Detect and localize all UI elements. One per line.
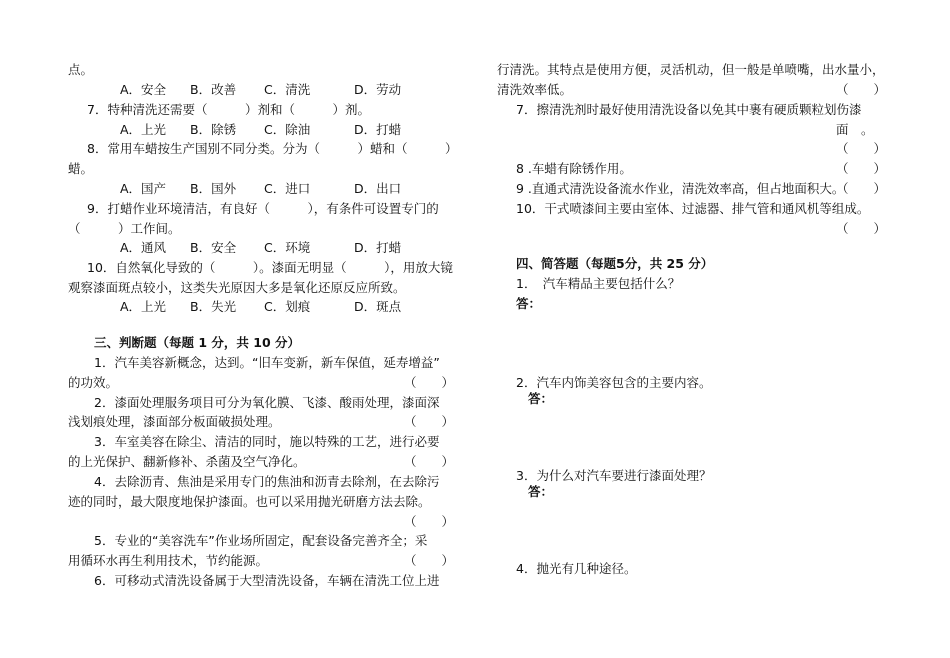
q6-option-b: B．改善: [190, 82, 237, 97]
q6-continuation: 点。: [68, 62, 94, 77]
judge-7-line2: 面 。: [836, 122, 874, 137]
answer-label-1: 答：: [516, 296, 542, 311]
judge-8-answer-blank: （ ）: [836, 161, 887, 176]
question-7: 7．特种清洗还需要（ ）剂和（ ）剂。: [87, 102, 370, 117]
section-4-title: 四、简答题（每题5分，共 25 分）: [516, 256, 714, 271]
judge-9: 9 .直通式清洗设备流水作业，清洗效率高，但占地面积大。: [516, 181, 845, 196]
short-answer-1: 1． 汽车精品主要包括什么？: [516, 276, 681, 291]
short-answer-2: 2．汽车内饰美容包含的主要内容。: [516, 375, 712, 390]
q8-option-d: D．出口: [354, 181, 402, 196]
q10-option-a: A．上光: [120, 299, 167, 314]
judge-3-line2: 的上光保护、翻新修补、杀菌及空气净化。: [68, 454, 306, 469]
q6-option-c: C．清洗: [264, 82, 311, 97]
q9-option-a: A．通风: [120, 240, 167, 255]
q9-option-b: B．安全: [190, 240, 237, 255]
judge-4-line1: 4．去除沥青、焦油是采用专门的焦油和沥青去除剂，在去除污: [94, 474, 440, 489]
judge-7-line1: 7．擦清洗剂时最好使用清洗设备以免其中裹有硬质颗粒划伤漆: [516, 102, 862, 117]
short-answer-4: 4．抛光有几种途径。: [516, 561, 637, 576]
judge-1-answer-blank: （ ）: [404, 375, 455, 390]
question-9-line1: 9．打蜡作业环境清洁，有良好（ ），有条件可设置专门的: [87, 201, 439, 216]
judge-9-answer-blank: （ ）: [836, 181, 887, 196]
judge-6-line1: 6．可移动式清洗设备属于大型清洗设备，车辆在清洗工位上进: [94, 573, 440, 588]
judge-5-answer-blank: （ ）: [404, 553, 455, 568]
judge-3-answer-blank: （ ）: [404, 454, 455, 469]
question-9-line2: （ ）工作间。: [68, 221, 181, 236]
judge-1-line2: 的功效。: [68, 375, 119, 390]
q10-option-c: C．划痕: [264, 299, 311, 314]
answer-label-3: 答：: [528, 484, 554, 499]
q8-option-c: C．进口: [264, 181, 311, 196]
judge-3-line1: 3．车室美容在除尘、清洁的同时，施以特殊的工艺，进行必要: [94, 434, 440, 449]
judge-2-answer-blank: （ ）: [404, 414, 455, 429]
judge-7-answer-blank: （ ）: [836, 141, 887, 156]
q8-option-b: B．国外: [190, 181, 237, 196]
q7-option-d: D．打蜡: [354, 122, 402, 137]
q8-option-a: A．国产: [120, 181, 167, 196]
q9-option-c: C．环境: [264, 240, 311, 255]
judge-4-line2: 迹的同时，最大限度地保护漆面。也可以采用抛光研磨方法去除。: [68, 494, 431, 509]
q6-option-d: D．劳动: [354, 82, 402, 97]
judge-1-line1: 1．汽车美容新概念，达到。“旧车变新，新车保值，延寿增益”: [94, 355, 440, 370]
judge-4-answer-blank: （ ）: [404, 514, 455, 529]
answer-label-2: 答：: [528, 391, 554, 406]
q9-option-d: D．打蜡: [354, 240, 402, 255]
q7-option-b: B．除锈: [190, 122, 237, 137]
q10-option-b: B．失光: [190, 299, 237, 314]
judge-6-line3: 清洗效率低。: [497, 82, 573, 97]
judge-10-answer-blank: （ ）: [836, 221, 887, 236]
judge-2-line1: 2．漆面处理服务项目可分为氧化膜、飞漆、酸雨处理，漆面深: [94, 395, 440, 410]
judge-5-line2: 用循环水再生利用技术，节约能源。: [68, 553, 269, 568]
judge-10: 10．干式喷漆间主要由室体、过滤器、排气管和通风机等组成。: [516, 201, 870, 216]
question-8-line2: 蜡。: [68, 161, 94, 176]
q7-option-c: C．除油: [264, 122, 311, 137]
question-10-line2: 观察漆面斑点较小，这类失光原因大多是氧化还原反应所致。: [68, 280, 406, 295]
q10-option-d: D．斑点: [354, 299, 402, 314]
judge-2-line2: 浅划痕处理，漆面部分板面破损处理。: [68, 414, 281, 429]
short-answer-3: 3．为什么对汽车要进行漆面处理？: [516, 468, 712, 483]
judge-6-answer-blank: （ ）: [836, 82, 887, 97]
judge-8: 8 .车蜡有除锈作用。: [516, 161, 632, 176]
judge-6-line2: 行清洗。其特点是使用方便，灵活机动，但一般是单喷嘴，出水量小，: [497, 62, 885, 77]
question-8-line1: 8．常用车蜡按生产国别不同分类。分为（ ）蜡和（ ）: [87, 141, 458, 156]
section-3-title: 三、判断题（每题 1 分，共 10 分）: [94, 335, 301, 350]
q7-option-a: A．上光: [120, 122, 167, 137]
judge-5-line1: 5．专业的“美容洗车”作业场所固定，配套设备完善齐全；采: [94, 533, 428, 548]
q6-option-a: A．安全: [120, 82, 167, 97]
question-10-line1: 10．自然氧化导致的（ ）。漆面无明显（ ），用放大镜: [87, 260, 453, 275]
